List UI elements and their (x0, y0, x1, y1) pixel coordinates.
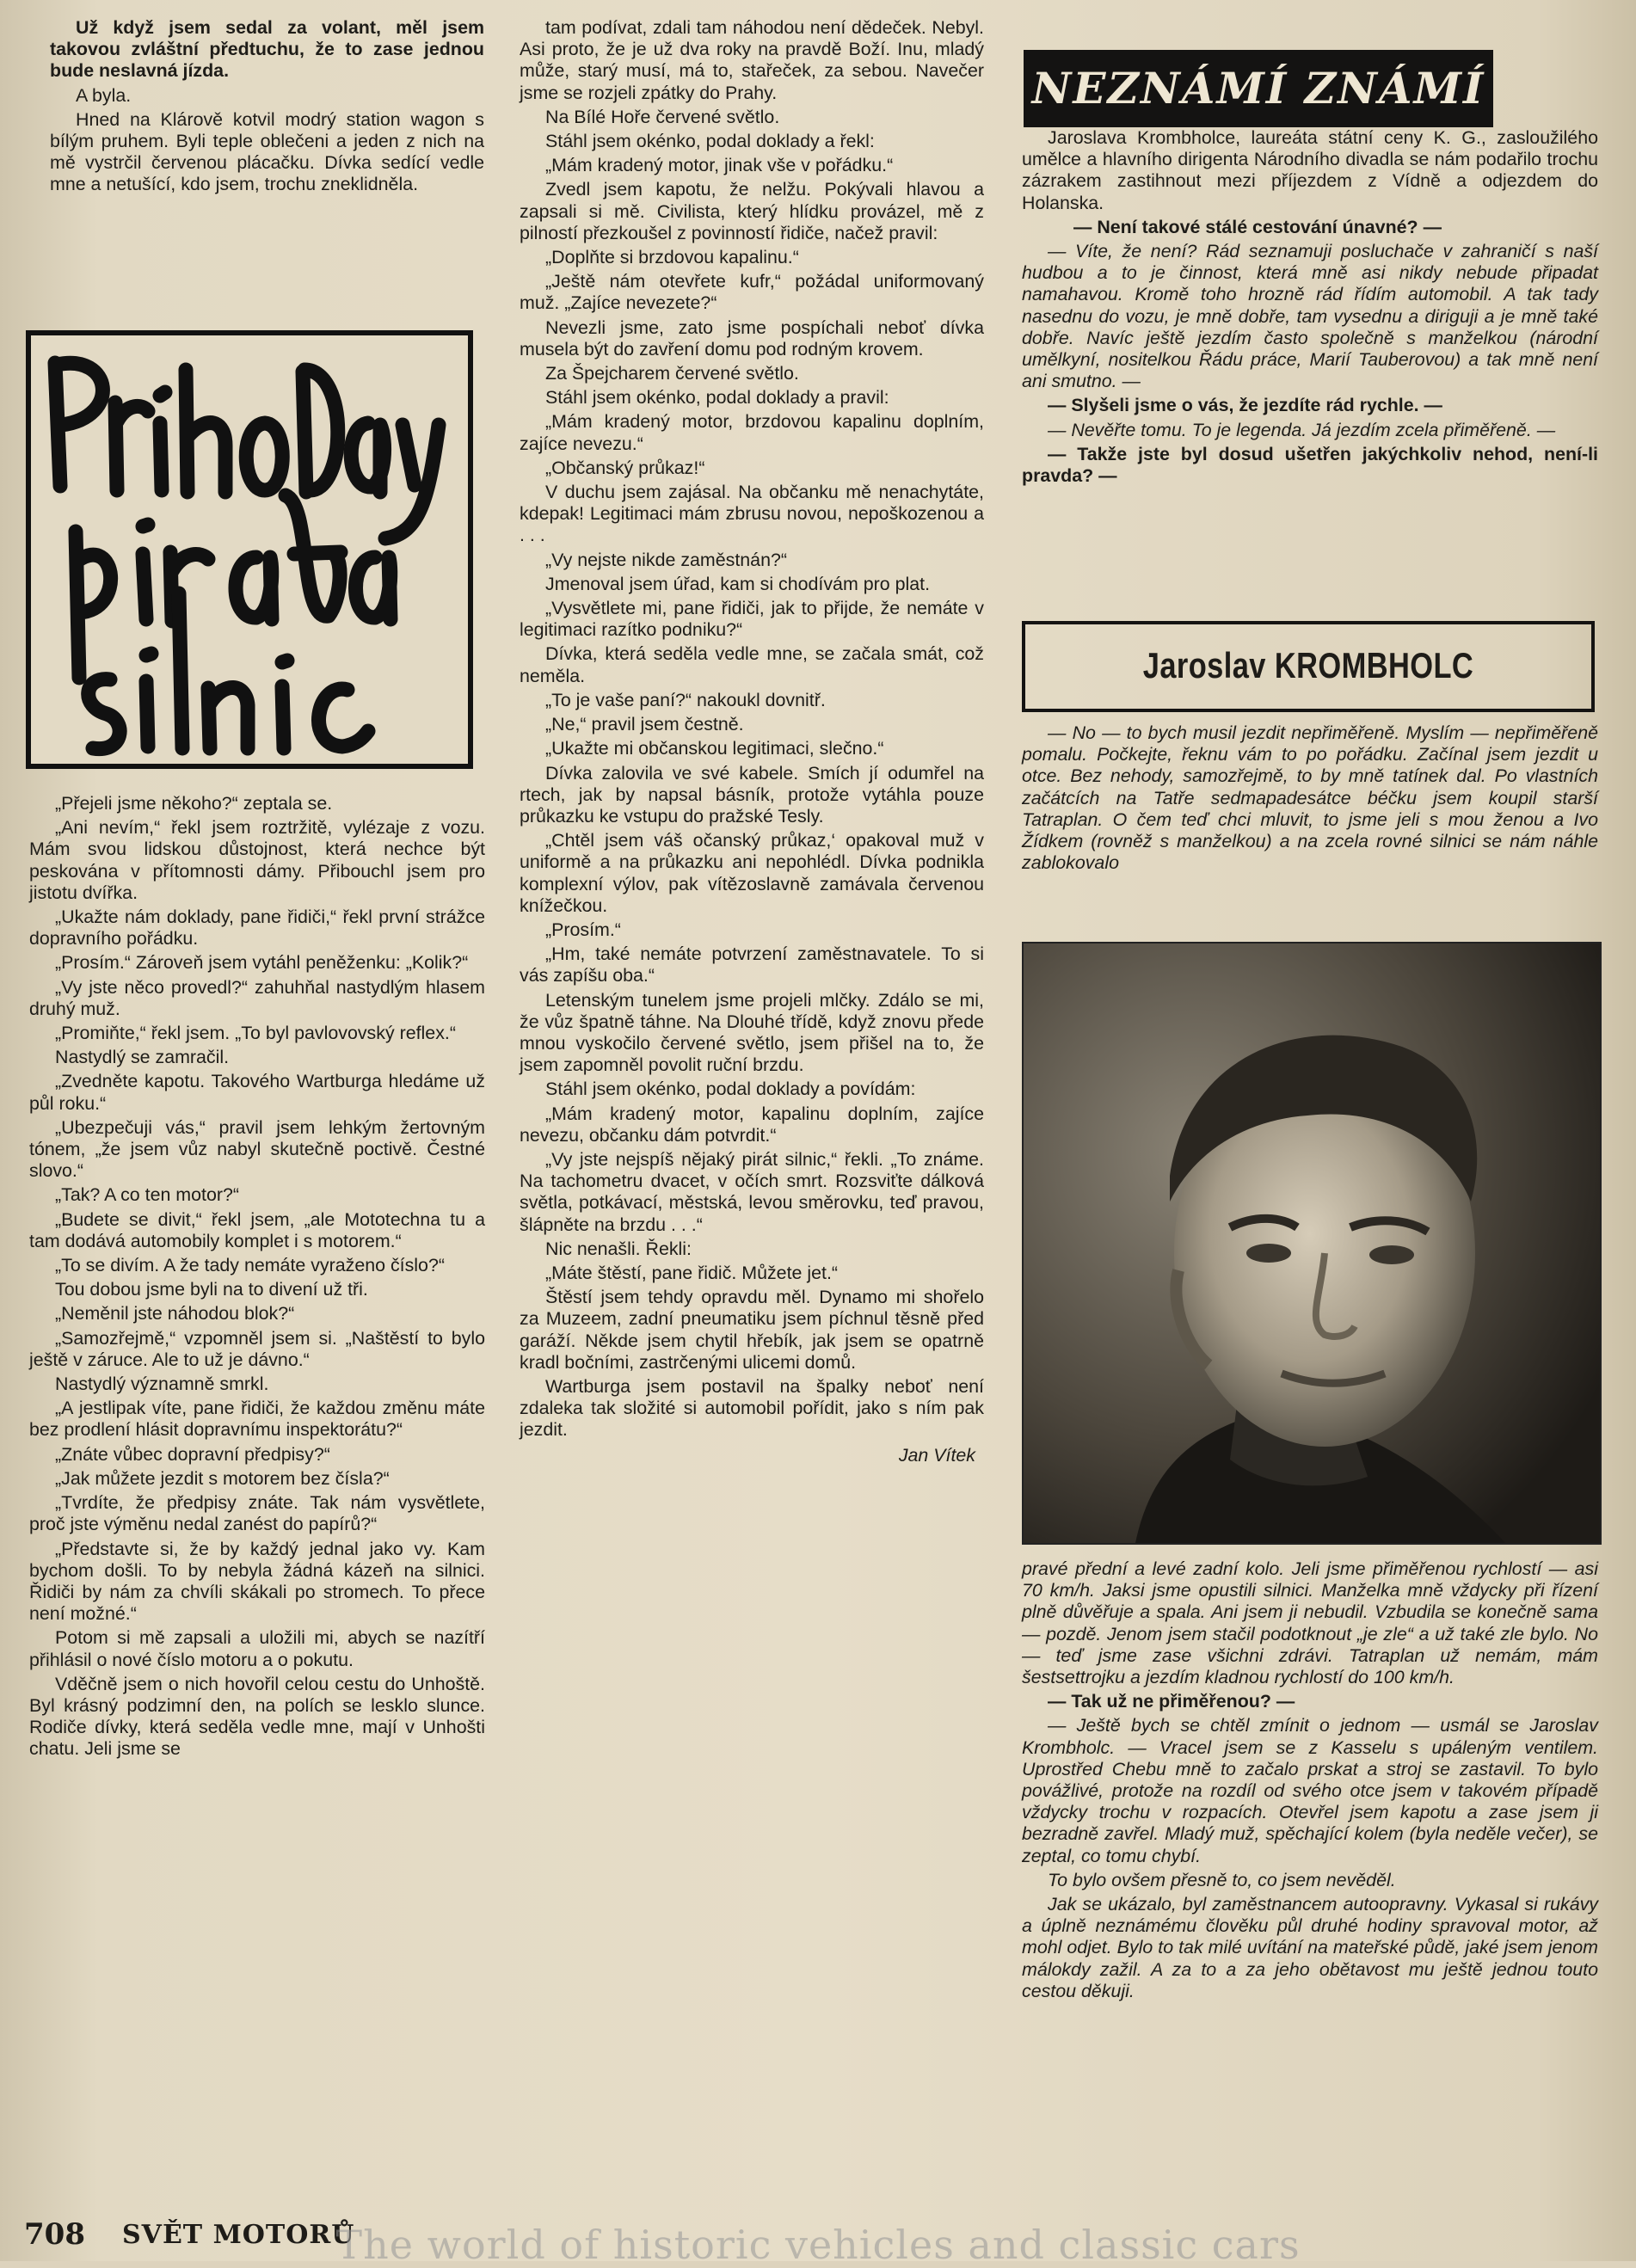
paragraph: „Promiňte,“ řekl jsem. „To byl pavlovovský reflex.“ (55, 1023, 456, 1044)
interviewee-name: Jaroslav KROMBHOLC (1142, 645, 1474, 685)
paragraph: „Mám kradený motor, kapalinu doplním, zajíce nevezu, občanku dám potvrdit.“ (520, 1103, 984, 1146)
watermark: The world of historic vehicles and classic cars (335, 2222, 1301, 2268)
interview-column-top (1022, 17, 1598, 489)
article-column-1-top (50, 17, 484, 199)
paragraph: „Ještě nám otevřete kufr,“ požádal uniformovaný muž. „Zajíce nevezete?“ (520, 271, 984, 314)
paragraph: V duchu jsem zajásal. Na občanku mě nenachytáte, kdepak! Legitimaci mám zbrusu novou, nepoškozenou a . . . (520, 482, 984, 546)
paragraph: Na Bílé Hoře červené světlo. (545, 106, 780, 127)
paragraph: „To je vaše paní?“ nakoukl dovnitř. (545, 689, 826, 710)
interview-column-middle (1022, 722, 1598, 876)
paragraph: „Ne,“ pravil jsem čestně. (545, 714, 744, 735)
interview-intro: Jaroslava Krombholce, laureáta státní ceny K. G., zasloužilého umělce a hlavního dirigenta Národního divadla se nám podařilo trochu zázrakem zastihnout mezi příjezdem z Vídně a odjezdem do Holanska. (1022, 127, 1598, 213)
paragraph: Vděčně jsem o nich hovořil celou cestu do Unhoště. Byl krásný podzimní den, na polích se lesklo slunce. Rodiče dívky, která seděla vedle mne, mají v Unhošti chatu. Jeli jsme se (29, 1673, 485, 1760)
portrait-photo (1022, 942, 1602, 1545)
portrait-image (1024, 943, 1600, 1543)
interview-question-2: — Slyšeli jsme o vás, že jezdíte rád rychle. — (1048, 395, 1442, 416)
paragraph: Štěstí jsem tehdy opravdu měl. Dynamo mi shořelo za Muzeem, zadní pneumatiku jsem píchnul těsně před garáží. Někde jsem chytil hřebík, jak jsem se opatrně kradl bočními, zastrčenými ulicemi domů. (520, 1287, 984, 1373)
interview-question-1: — Není takové stálé cestování únavné? — (1073, 216, 1442, 237)
paragraph: tam podívat, zdali tam náhodou není dědeček. Nebyl. Asi proto, že je už dva roky na pravdě Boží. Inu, mladý může, starý musí, má to, stařeček, za sebou. Navečer jsme se rozjeli zpátky do Prahy. (520, 17, 984, 103)
paragraph: „Mám kradený motor, jinak vše v pořádku.“ (545, 155, 894, 176)
paragraph: „Budete se divit,“ řekl jsem, „ale Mototechna tu a tam dodává automobily komplet i s motorem.“ (29, 1208, 485, 1251)
paragraph: „Vy nejste nikde zaměstnán?“ (545, 549, 787, 570)
paragraph: Zvedl jsem kapotu, že nelžu. Pokývali hlavou a zapsali si mě. Civilista, který hlídku provázel, mě z pilností přezkoušel z povinností řidiče, načež pravil: (520, 179, 984, 243)
paragraph: „Ani nevím,“ řekl jsem roztržitě, vylézaje z vozu. Mám svou lidskou důstojnost, která nechce být peskována v přítomnosti dámy. Přibouchl jsem pro jistotu dvířka. (29, 817, 485, 903)
interview-answer-3-continued: pravé přední a levé zadní kolo. Jeli jsme přiměřenou rychlostí — asi 70 km/h. Jaksi jsme opustili silnici. Manželka mně vždycky při řízení plně důvěřuje a spala. Ani jsem ji nebudil. Vzbudila se konečně sama — pozdě. Jenom jsem stačil podotknout „je zle“ a už také zle bylo. No — teď jsme zase všichni zdrávi. Tatraplan už nemám, mám šestsettrojku a jezdím kladnou rychlostí do 100 km/h. (1022, 1558, 1598, 1688)
paragraph: „Ukažte nám doklady, pane řidiči,“ řekl první strážce dopravního pořádku. (29, 907, 485, 950)
magazine-name: SVĚT MOTORŮ (122, 2220, 355, 2250)
paragraph: „Neměnil jste náhodou blok?“ (55, 1303, 295, 1325)
paragraph: „Chtěl jsem váš očanský průkaz,‘ opakoval muž v uniformě a na průkazku ani nepohlédl. Dívka podnikla komplexní výlov, pak vítězoslavně zamávala červenou knížečkou. (520, 830, 984, 916)
paragraph: Stáhl jsem okénko, podal doklady a řekl: (545, 131, 875, 152)
paragraph: „Jak můžete jezdit s motorem bez čísla?“ (55, 1467, 390, 1489)
article-title-box (26, 330, 473, 769)
paragraph: „Prosím.“ (545, 919, 621, 940)
paragraph: A byla. (76, 84, 132, 106)
paragraph: „Přejeli jsme někoho?“ zeptala se. (55, 793, 333, 814)
paragraph: Letenským tunelem jsme projeli mlčky. Zdálo se mi, že vůz špatně táhne. Na Dlouhé třídě, když znovu přede mnou vyskočilo červené světlo, jsem přišel na to, že jsem zapomněl povolit ruční brzdu. (520, 989, 984, 1076)
paragraph: „Vy jste něco provedl?“ zahuhňal nastydlým hlasem druhý muž. (29, 976, 485, 1019)
interview-column-bottom (1022, 1558, 1598, 2005)
interview-question-3: — Takže jste byl dosud ušetřen jakýchkoliv nehod, není-li pravda? — (1022, 443, 1598, 487)
paragraph: „Mám kradený motor, brzdovou kapalinu doplním, zajíce nevezu.“ (520, 411, 984, 454)
paragraph: „Hm, také nemáte potvrzení zaměstnavatele. To si vás zapíšu oba.“ (520, 943, 984, 986)
interview-answer-3: — No — to bych musil jezdit nepřiměřeně. Myslím — nepřiměřeně pomalu. Počkejte, řeknu vám to po pořádku. Začínal jsem jezdit u otce. Bez nehody, samozřejmě, to by mně tatínek dal. Po vlastních začátcích na Tatře sedmapadesátce béčku jsem koupil starší Tatraplan. O čem teď chci mluvit, to jsme jeli s mou ženou a Ivo Žídkem (rovněž s manželkou) a na zcela rovné silnici se nám náhle zablokovalo (1022, 722, 1598, 874)
interview-answer-1: — Víte, že není? Rád seznamuji posluchače v zahraničí s naší hudbou a to je činnost, která mně asi nikdy nebude připadat namahavou. Kromě toho hrozně rád řídím automobil. A tak tady nasednu do vozu, je mně dobře, tam vysednu a diriguji a je mně také dobře. Navíc ještě jezdím často společně s manželkou (národní umělkyní, nositelkou Řádu práce, Marií Tauberovou) a tak mně není ani smutno. — (1022, 241, 1598, 392)
paragraph: „Zvedněte kapotu. Takového Wartburga hledáme už půl roku.“ (29, 1071, 485, 1114)
paragraph: Stáhl jsem okénko, podal doklady a povídám: (545, 1079, 916, 1100)
paragraph: „Vy jste nejspíš nějaký pirát silnic,“ řekli. „To známe. Na tachometru dvacet, v očích smrt. Rozsviťte dálková světla, potkávací, městská, levou směrovku, teď pravou, šlápněte na brzdu . . .“ (520, 1148, 984, 1235)
paragraph: Už když jsem sedal za volant, měl jsem takovou zvláštní předtuchu, že to zase jednou bude neslavná jízda. (50, 17, 484, 82)
paragraph: „Ukažte mi občanskou legitimaci, slečno.“ (545, 738, 884, 759)
page-number: 708 (24, 2217, 85, 2252)
paragraph: Tou dobou jsme byli na to divení už tři. (55, 1279, 368, 1300)
interviewee-name-box (1022, 621, 1595, 712)
paragraph: Jmenoval jsem úřad, kam si chodívám pro plat. (545, 573, 931, 594)
article-column-1-bottom (29, 793, 485, 1763)
paragraph: Wartburga jsem postavil na špalky neboť není zdaleka tak složité si automobil pořídit, jako s ním pak jezdit. (520, 1375, 984, 1441)
paragraph: Stáhl jsem okénko, podal doklady a pravil: (545, 387, 889, 409)
paragraph: „A jestlipak víte, pane řidiči, že každou změnu máte bez prodlení hlásit dopravnímu inspektorátu?“ (29, 1398, 485, 1441)
paragraph: „Prosím.“ Zároveň jsem vytáhl peněženku: „Kolik?“ (55, 952, 469, 974)
author-signature: Jan Vítek (898, 1444, 975, 1466)
paragraph: Nastydlý významně smrkl. (55, 1374, 269, 1395)
paragraph: „Doplňte si brzdovou kapalinu.“ (545, 247, 799, 268)
paragraph: Hned na Klárově kotvil modrý station wagon s bílým pruhem. Byli teple oblečeni a jeden z nich na mě vystrčil červenou plácačku. Dívka sedící vedle mne a netušící, kdo jsem, trochu zneklidněla. (50, 108, 484, 195)
interview-answer-5: To bylo ovšem přesně to, co jsem nevěděl. (1048, 1869, 1396, 1890)
paragraph: „Vysvětlete mi, pane řidiči, jak to přijde, že nemáte v legitimaci razítko podniku?“ (520, 598, 984, 641)
handwritten-title (31, 335, 468, 764)
paragraph: Nic nenašli. Řekli: (545, 1238, 692, 1259)
paragraph: Za Špejcharem červené světlo. (545, 363, 799, 384)
interview-answer-4: — Ještě bych se chtěl zmínit o jednom — usmál se Jaroslav Krombholc. — Vracel jsem se z Kasselu s upáleným ventilem. Uprostřed Chebu mně to začalo prskat a stroj se zastavil. To bylo povážlivé, protože na rozdíl od svého otce jsem v takovém případě vždycky trochu v rozpacích. Otevřel jsem kapotu a zase jsem ji bezradně zavřel. Mladý muž, spěchající kolem (byla neděle večer), se zeptal, co tomu chybí. (1022, 1715, 1598, 1866)
article-column-2 (520, 17, 984, 1466)
paragraph: Dívka, která seděla vedle mne, se začala smát, což neměla. (520, 643, 984, 686)
paragraph: Nastydlý se zamračil. (55, 1047, 230, 1068)
interview-answer-2: — Nevěřte tomu. To je legenda. Já jezdím zcela přiměřeně. — (1048, 419, 1556, 440)
interview-answer-6: Jak se ukázalo, byl zaměstnancem autoopravny. Vykasal si rukávy a úplně neznámému člověku půl druhé hodiny spravoval motor, až mohl odjet. Bylo to tak milé uvítání na mateřské půdě, jaké jsem jenom málokdy zažil. A za to a za jeho obětavost mu ještě jednou touto cestou děkuji. (1022, 1894, 1598, 2001)
paragraph: Potom si mě zapsali a uložili mi, abych se nazítří přihlásil o nové číslo motoru a o pokutu. (29, 1627, 485, 1670)
paragraph: „Tvrdíte, že předpisy znáte. Tak nám vysvětlete, proč jste výměnu nedal zanést do papírů?“ (29, 1492, 485, 1535)
paragraph: „Znáte vůbec dopravní předpisy?“ (55, 1443, 330, 1465)
interview-question-4: — Tak už ne přiměřenou? — (1048, 1691, 1295, 1712)
paragraph: „Máte štěstí, pane řidič. Můžete jet.“ (545, 1262, 839, 1283)
paragraph: Nevezli jsme, zato jsme pospíchali neboť dívka musela být do zavření domu pod rodným krovem. (520, 317, 984, 360)
paragraph: „Ubezpečuji vás,“ pravil jsem lehkým žertovným tónem, „že jsem vůz nabyl skutečně poctivě. Čestné slovo.“ (29, 1116, 485, 1182)
paragraph: „Představte si, že by každý jednal jako vy. Kam bychom došli. To by nebyla žádná kázeň na silnici. Řidiči by nám za chvíli skákali po stromech. To přece není možné.“ (29, 1538, 485, 1625)
rubric-title: NEZNÁMÍ ZNÁMÍ (1031, 63, 1485, 114)
paragraph: Dívka zalovila ve své kabele. Smích jí odumřel na rtech, jak by napsal básník, protože vytáhla pouze průkazku ke vstupu do pražské Tesly. (520, 762, 984, 827)
paragraph: „Samozřejmě,“ vzpomněl jsem si. „Naštěstí to bylo ještě v záruce. Ale to už je dávno.“ (29, 1327, 485, 1370)
paragraph: „Občanský průkaz!“ (545, 457, 705, 478)
paragraph: „Tak? A co ten motor?“ (55, 1184, 240, 1206)
paragraph: „To se divím. A že tady nemáte vyraženo číslo?“ (55, 1255, 445, 1276)
